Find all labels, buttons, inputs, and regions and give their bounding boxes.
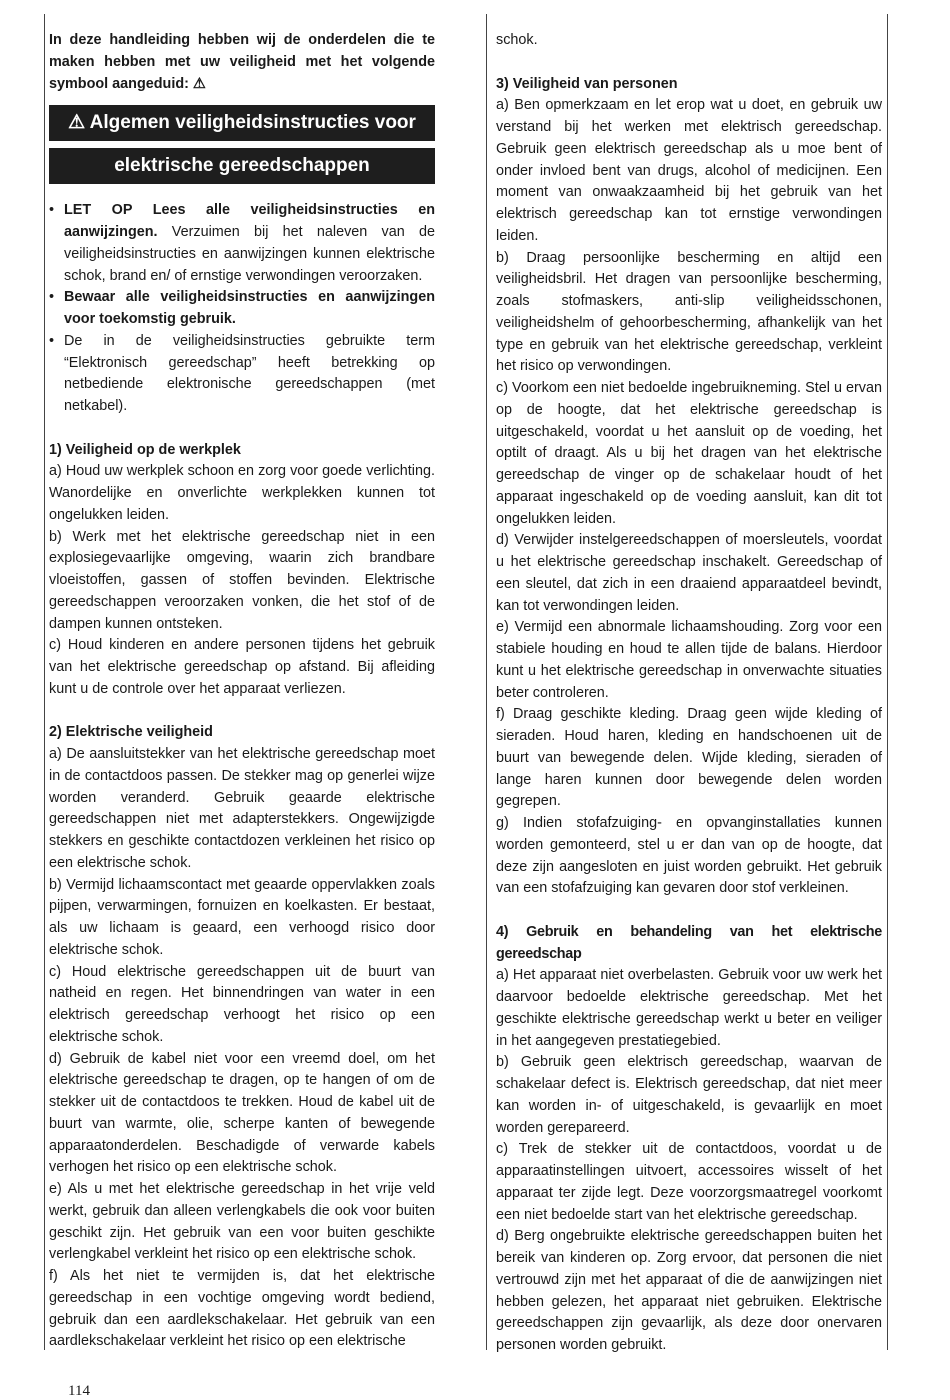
section-heading: 3) Veiligheid van personen [496,75,678,92]
paragraph: g) Indien stofafzuiging- en opvanginstallaties kunnen worden gemonteerd, stel u er dan van op de hoogte, dat deze zijn aangesloten en juist worden gebruikt. Het gebruik van een stofafzuiging kan gevaren door stof verkleinen. [496,815,882,897]
paragraph: c) Houd kinderen en andere personen tijdens het gebruik van het elektrische gereedschap op afstand. Bij afleiding kunt u de controle over het apparaat verliezen. [49,637,435,697]
notice-item: • De in de veiligheidsinstructies gebruikte term “Elektronisch gereedschap” heeft betrekking op netbediende elektronische gereedschappen (met netkabel). [49,331,435,418]
paragraph: a) Houd uw werkplek schoon en zorg voor goede verlichting. Wanordelijke en onverlichte werkplekken kunnen tot ongelukken leiden. [49,463,435,523]
left-column [49,30,435,1353]
paragraph: b) Gebruik geen elektrisch gereedschap, waarvan de schakelaar defect is. Elektrisch gereedschap, dat niet meer kan worden in- of uitgeschakeld, is gevaarlijk en moet worden gerepareerd. [496,1054,882,1136]
paragraph: f) Draag geschikte kleding. Draag geen wijde kleding of sieraden. Houd haren, kleding en handschoenen uit de buurt van bewegende delen. Wijde kleding, sieraden of lange haren kunnen door bewegende delen worden gegrepen. [496,706,882,810]
paragraph: d) Gebruik de kabel niet voor een vreemd doel, om het elektrische gereedschap te dragen, op te hangen of om de stekker uit de contactdoos te trekken. Houd de kabel uit de buurt van warmte, olie, scherpe kanten of bewegende apparaatonderdelen. Beschadigde of verwarde kabels verhogen het risico op een elektrische schok. [49,1050,435,1176]
notice-item: • Bewaar alle veiligheidsinstructies en aanwijzingen voor toekomstig gebruik. [49,287,435,331]
column-divider-rule [486,14,487,1350]
paragraph: e) Vermijd een abnormale lichaamshouding. Zorg voor een stabiele houding en houd te allen tijde de balans. Hierdoor kunt u het elektrische gereedschap in onverwachte situaties beter controleren. [496,619,882,701]
right-column [496,30,882,1357]
paragraph: b) Werk met het elektrische gereedschap niet in een explosiegevaarlijke omgeving, waarin zich brandbare vloeistoffen, gassen of stoffen bevinden. Elektrische gereedschappen veroorzaken vonken, die het stof of de dampen kunnen ontsteken. [49,528,435,632]
paragraph: c) Voorkom een niet bedoelde ingebruikneming. Stel u ervan op de hoogte, dat het elektrische gereedschap is uitgeschakeld, voordat u het aansluit op de voeding, het optilt of draagt. Als u bij het dragen van het elektrische gereedschap de vinger op de schakelaar houdt of het apparaat ingeschakeld op de voeding aansluit, kan dit tot ongelukken leiden. [496,380,882,527]
section-banner-line2: elektrische gereedschappen [49,148,435,184]
paragraph: e) Als u met het elektrische gereedschap in het vrije veld werkt, gebruik dan alleen verlengkabels die ook voor buiten geschikt zijn. Het gebruik van een voor buiten geschikte verlengkabel verkleint het risico op een elektrische schok. [49,1181,435,1263]
paragraph: d) Berg ongebruikte elektrische gereedschappen buiten het bereik van kinderen op. Zorg ervoor, dat personen die niet vertrouwd zijn met het apparaat of die de aanwijzingen niet hebben gelezen, het apparaat niet gebruiken. Elektrische gereedschappen zijn gevaarlijk, als deze door onervaren personen worden gebruikt. [496,1228,882,1353]
paragraph: a) Ben opmerkzaam en let erop wat u doet, en gebruik uw verstand bij het werken met elektrisch gereedschap. Gebruik geen elektrisch gereedschap als u moe bent of onder invloed bent van drugs, alcohol of medicijnen. Een moment van onwaakzaamheid bij het gebruik van het elektrisch gereedschap kan tot ernstige verwondingen leiden. [496,97,882,244]
paragraph: schok. [496,32,538,48]
paragraph: d) Verwijder instelgereedschappen of moersleutels, voordat u het elektrische gereedschap inschakelt. Gereedschap of een sleutel, dat zich in een draaiend apparaatdeel bevindt, kan tot verwondingen leiden. [496,532,882,614]
paragraph: b) Vermijd lichaamscontact met geaarde oppervlakken zoals pijpen, verwarmingen, fornuizen en koelkasten. Er bestaat, als uw lichaam is geaard, een verhoogd risico door elektrische schok. [49,876,435,958]
paragraph: c) Houd elektrische gereedschappen uit de buurt van natheid en regen. Het binnendringen van water in een elektrisch gereedschap verhoogt het risico op een elektrische schok. [49,963,435,1045]
notice-list [49,200,435,418]
page-number: 114 [68,1383,90,1399]
section-heading: 2) Elektrische veiligheid [49,724,213,741]
paragraph: a) Het apparaat niet overbelasten. Gebruik voor uw werk het daarvoor bedoelde elektrische gereedschap. Met het geschikte elektrische gereedschap werkt u beter en veiliger in het aangegeven prestatiegebied. [496,967,882,1049]
section-banner-line1: ⚠ Algemen veiligheidsinstructies voor [49,105,435,141]
section-heading: 1) Veiligheid op de werkplek [49,441,241,458]
paragraph: a) De aansluitstekker van het elektrische gereedschap moet in de contactdoos passen. De stekker mag op generlei wijze worden veranderd. Gebruik geaarde elektrische gereedschappen niet met adapterstekkers. Ongewijzigde stekkers en geschikte contactdozen verkleinen het risico op een elektrische schok. [49,746,435,871]
paragraph: f) Als het niet te vermijden is, dat het elektrische gereedschap in een vochtige omgeving wordt bediend, gebruik dan een aardlekschakelaar. Het gebruik van een aardlekschakelaar verkleint het risico op een elektrische [49,1268,435,1350]
notice-item: • LET OP Lees alle veiligheidsinstructies en aanwijzingen. Verzuimen bij het naleven van de veiligheidsinstructies en aanwijzingen kunnen elektrische schok, brand en/ of ernstige verwondingen veroorzaken. [49,200,435,287]
paragraph: b) Draag persoonlijke bescherming en altijd een veiligheidsbril. Het dragen van persoonlijke bescherming, zoals stofmaskers, anti-slip veiligheidsschonen, veiligheidshelm of gehoorbescherming, afhankelijk van het type en gebruik van het elektrische gereedschap, verkleint het risico op verwondingen. [496,249,882,375]
paragraph: c) Trek de stekker uit de contactdoos, voordat u de apparaatinstellingen uitvoert, accessoires wisselt of het apparaat ter zijde legt. Deze voorzorgsmaatregel voorkomt een niet bedoelde start van het elektrische gereedschap. [496,1141,882,1223]
left-margin-rule [44,14,45,1350]
intro-text: In deze handleiding hebben wij de onderdelen die te maken hebben met uw veiligheid met het volgende symbool aangeduid: ⚠ [49,32,435,92]
right-margin-rule [887,14,888,1350]
section-heading: 4) Gebruik en behandeling van het elektrische gereedschap [496,923,882,962]
